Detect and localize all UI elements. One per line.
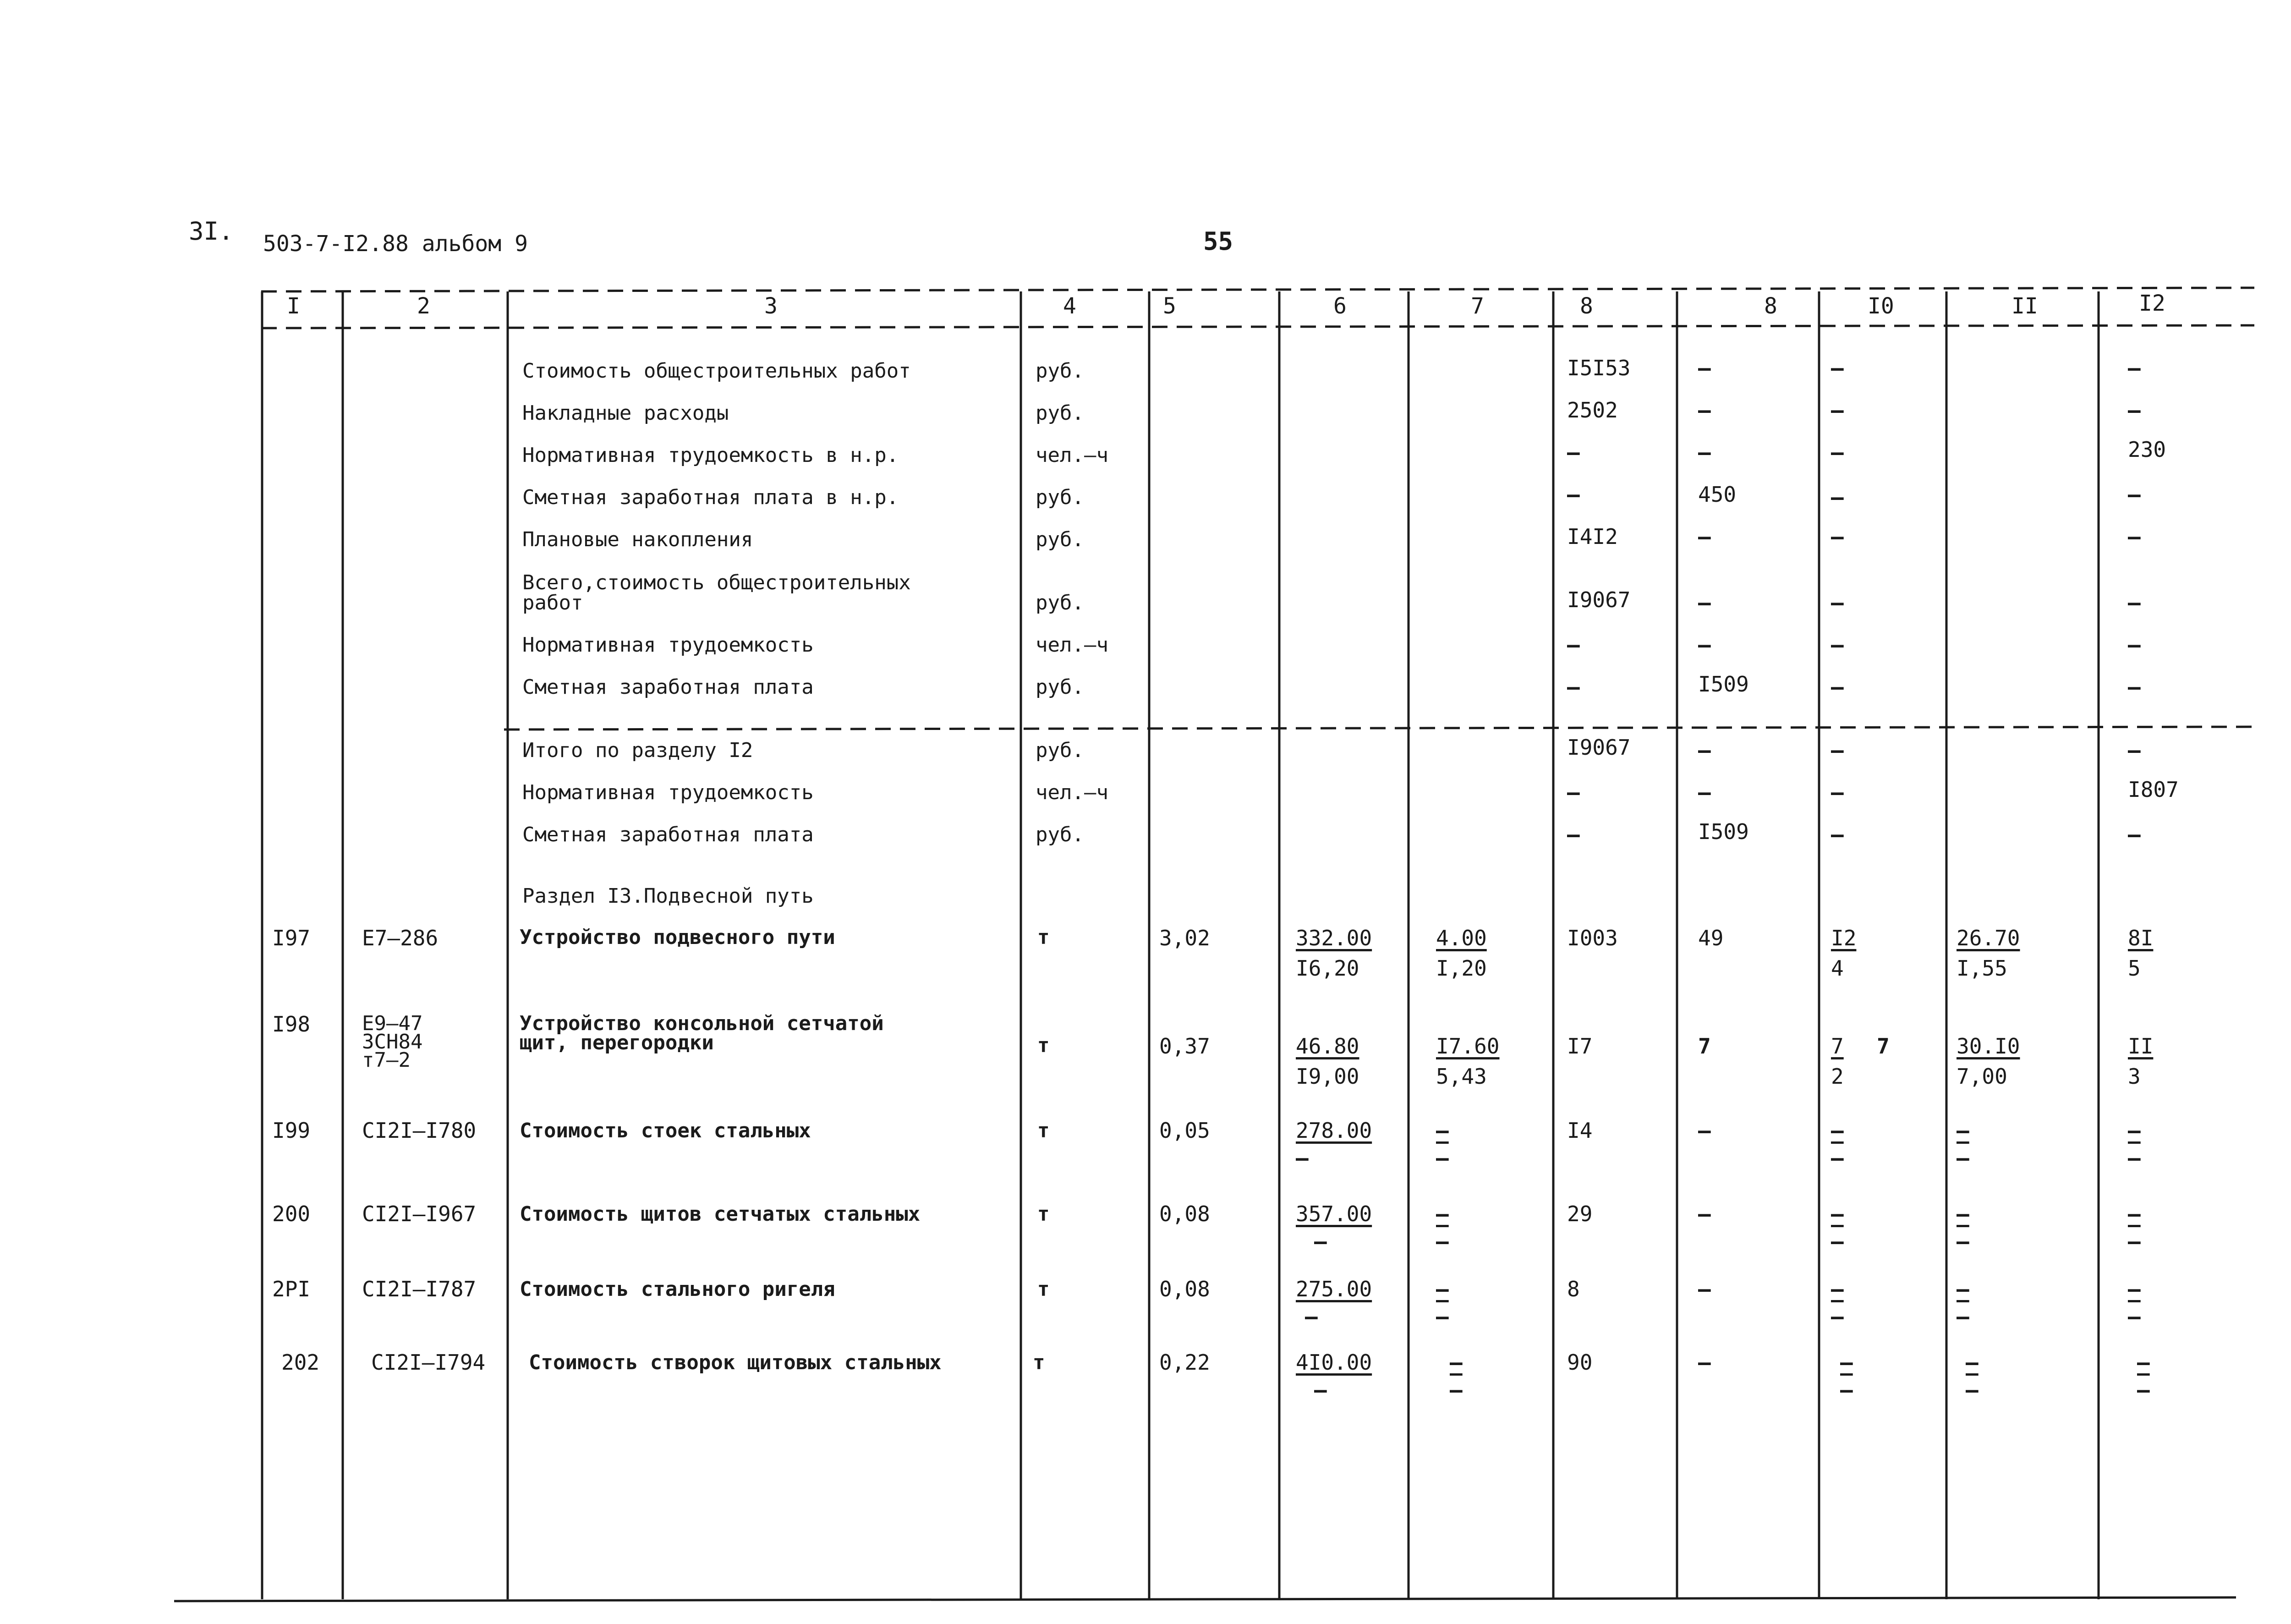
column-header-8: 8 — [1580, 293, 1593, 319]
item-unit: т — [1037, 1202, 1050, 1226]
item-unit: т — [1037, 1034, 1050, 1057]
row-col-10: – — [1831, 485, 1844, 510]
col-10-bottom: – — [1840, 1377, 1853, 1402]
row-name: Сметная заработная плата в н.р. — [522, 486, 899, 509]
row-col-10: – — [1831, 822, 1844, 847]
col-8: 8 — [1567, 1277, 1580, 1301]
item-number: 2PI — [272, 1277, 311, 1301]
page-number: 55 — [1203, 227, 1233, 256]
col-7-top: – — [1436, 1202, 1449, 1226]
item-unit: т — [1033, 1351, 1045, 1374]
row-col-9: – — [1698, 524, 1711, 549]
row-col-9: – — [1698, 590, 1711, 615]
col-6-top: 4I0.00 — [1296, 1350, 1372, 1375]
column-header-1: I — [287, 293, 300, 319]
item-code: СI2I–I967 — [362, 1202, 477, 1226]
row-col-12: – — [2128, 632, 2141, 657]
row-col-9: – — [1698, 440, 1711, 465]
col-12-top: – — [2137, 1350, 2150, 1375]
row-unit: руб. — [1036, 486, 1084, 509]
row-col-9: – — [1698, 780, 1711, 805]
col-7-top: – — [1450, 1350, 1463, 1375]
item-number: I98 — [272, 1012, 311, 1037]
col-6-top: 275.00 — [1296, 1277, 1372, 1301]
row-col-12: – — [2128, 356, 2141, 380]
col-12-bottom: – — [2128, 1146, 2141, 1170]
row-col-12: – — [2128, 482, 2141, 507]
column-header-9: 8 — [1764, 293, 1777, 319]
item-number: I99 — [272, 1118, 311, 1143]
col-9: – — [1698, 1277, 1711, 1301]
col-11-bottom: I,55 — [1957, 956, 2007, 981]
row-col-8: I9067 — [1567, 587, 1631, 612]
col-7-top: – — [1436, 1118, 1449, 1143]
col-6-bottom: I9,00 — [1296, 1064, 1359, 1089]
item-code: Е7–286 — [362, 926, 438, 950]
document-reference: 503-7-I2.88 альбом 9 — [263, 231, 528, 257]
col-7-bottom: – — [1450, 1377, 1463, 1402]
col-6-bottom: – — [1305, 1304, 1318, 1329]
col-8: 90 — [1567, 1350, 1593, 1375]
item-quantity: 0,37 — [1159, 1034, 1210, 1059]
col-11-top: 30.I0 — [1957, 1034, 2020, 1059]
col-6-top: 46.80 — [1296, 1034, 1359, 1059]
row-col-12: 230 — [2128, 437, 2166, 462]
col-6-bottom: – — [1314, 1377, 1327, 1402]
item-quantity: 3,02 — [1159, 926, 1210, 950]
col-8: 29 — [1567, 1202, 1593, 1226]
col-11-top: – — [1957, 1118, 1969, 1143]
col-10-bottom: – — [1831, 1146, 1844, 1170]
col-9: – — [1698, 1350, 1711, 1375]
col-11-bottom: – — [1957, 1229, 1969, 1254]
col-9: – — [1698, 1118, 1711, 1143]
row-col-8: – — [1567, 822, 1580, 847]
row-name-line-2: работ — [522, 591, 583, 614]
col-7-bottom: I,20 — [1436, 956, 1487, 981]
row-name: Итого по разделу I2 — [522, 739, 753, 762]
item-code-line-3: т7–2 — [362, 1048, 411, 1072]
section-title: Раздел I3.Подвесной путь — [522, 884, 814, 908]
col-12-top: – — [2128, 1277, 2141, 1301]
col-9: 49 — [1698, 926, 1724, 950]
col-9: – — [1698, 1202, 1711, 1226]
row-name: Нормативная трудоемкость в н.р. — [522, 444, 899, 467]
row-col-12: – — [2128, 675, 2141, 699]
row-col-10: – — [1831, 356, 1844, 380]
row-col-9: – — [1698, 738, 1711, 763]
item-name: Стоимость стального ригеля — [520, 1278, 835, 1301]
row-unit: чел.–ч — [1036, 781, 1108, 804]
item-code: СI2I–I794 — [371, 1350, 486, 1375]
col-7-bottom: – — [1436, 1146, 1449, 1170]
col-8: I003 — [1567, 926, 1618, 950]
col-12-top: II — [2128, 1034, 2154, 1059]
row-unit: чел.–ч — [1036, 444, 1108, 467]
col-10-top: – — [1831, 1118, 1844, 1143]
row-name: Стоимость общестроительных работ — [522, 359, 911, 383]
row-col-8: – — [1567, 675, 1580, 699]
col-12-top: – — [2128, 1118, 2141, 1143]
row-unit: руб. — [1036, 528, 1084, 551]
item-name: Устройство подвесного пути — [520, 926, 835, 949]
item-code: СI2I–I780 — [362, 1118, 477, 1143]
item-quantity: 0,22 — [1159, 1350, 1210, 1375]
col-11-top: – — [1966, 1350, 1979, 1375]
row-unit: чел.–ч — [1036, 633, 1108, 657]
column-header-10: I0 — [1868, 293, 1894, 319]
col-11-bottom: – — [1957, 1146, 1969, 1170]
row-name: Плановые накопления — [522, 528, 753, 551]
col-8: I4 — [1567, 1118, 1593, 1143]
row-col-8: I5I53 — [1567, 356, 1631, 380]
col-12-top: – — [2128, 1202, 2141, 1226]
col-6-top: 357.00 — [1296, 1202, 1372, 1226]
col-7-bottom: 5,43 — [1436, 1064, 1487, 1089]
col-10-bottom: – — [1831, 1304, 1844, 1329]
item-unit: т — [1037, 1119, 1050, 1142]
item-unit: т — [1037, 1278, 1050, 1301]
row-col-10: – — [1831, 524, 1844, 549]
row-col-9: – — [1698, 356, 1711, 380]
row-col-10: – — [1831, 738, 1844, 763]
col-12-bottom: – — [2128, 1229, 2141, 1254]
col-11-bottom: 7,00 — [1957, 1064, 2007, 1089]
col-11-bottom: – — [1966, 1377, 1979, 1402]
column-header-12: I2 — [2139, 291, 2165, 316]
col-11-top: – — [1957, 1202, 1969, 1226]
col-10-bottom: – — [1831, 1229, 1844, 1254]
row-col-8: I4I2 — [1567, 524, 1618, 549]
row-col-8: – — [1567, 440, 1580, 465]
row-unit: руб. — [1036, 823, 1084, 846]
row-col-12: – — [2128, 524, 2141, 549]
column-header-3: 3 — [764, 293, 778, 319]
row-col-8: – — [1567, 632, 1580, 657]
item-number: 200 — [272, 1202, 311, 1226]
item-quantity: 0,05 — [1159, 1118, 1210, 1143]
col-12-bottom: – — [2128, 1304, 2141, 1329]
column-header-2: 2 — [417, 293, 430, 319]
col-6-top: 332.00 — [1296, 926, 1372, 950]
col-8: I7 — [1567, 1034, 1593, 1059]
column-header-11: II — [2011, 293, 2038, 319]
row-col-10: – — [1831, 590, 1844, 615]
col-12-top: 8I — [2128, 926, 2154, 950]
col-10-top: – — [1831, 1202, 1844, 1226]
column-header-5: 5 — [1163, 293, 1176, 319]
row-name-line-1: Всего,стоимость общестроительных — [522, 571, 911, 594]
row-col-8: – — [1567, 482, 1580, 507]
row-name: Сметная заработная плата — [522, 823, 814, 846]
col-7-top: 4.00 — [1436, 926, 1487, 950]
item-quantity: 0,08 — [1159, 1277, 1210, 1301]
row-col-10: – — [1831, 632, 1844, 657]
row-col-10: – — [1831, 675, 1844, 699]
item-name-line-2: щит, перегородки — [520, 1031, 714, 1054]
col-6-bottom: – — [1314, 1229, 1327, 1254]
col-10-extra: 7 — [1877, 1034, 1890, 1059]
row-col-8: I9067 — [1567, 735, 1631, 760]
page-marker: 3I. — [189, 217, 234, 246]
col-6-bottom: I6,20 — [1296, 956, 1359, 981]
item-quantity: 0,08 — [1159, 1202, 1210, 1226]
row-col-8: 2502 — [1567, 398, 1618, 422]
item-unit: т — [1037, 926, 1050, 949]
item-number: 202 — [281, 1350, 320, 1375]
row-unit: руб. — [1036, 401, 1084, 425]
col-11-top: – — [1957, 1277, 1969, 1301]
item-name-line-1: Устройство консольной сетчатой — [520, 1012, 884, 1035]
row-col-10: – — [1831, 398, 1844, 422]
row-col-9: I509 — [1698, 819, 1749, 844]
col-12-bottom: 3 — [2128, 1064, 2141, 1089]
col-9: 7 — [1698, 1034, 1711, 1059]
col-7-bottom: – — [1436, 1304, 1449, 1329]
row-unit: руб. — [1036, 591, 1084, 614]
row-col-10: – — [1831, 440, 1844, 465]
item-code: СI2I–I787 — [362, 1277, 477, 1301]
item-number: I97 — [272, 926, 311, 950]
row-col-12: I807 — [2128, 777, 2179, 802]
row-col-9: I509 — [1698, 672, 1749, 697]
item-name: Стоимость створок щитовых стальных — [529, 1351, 942, 1374]
column-header-4: 4 — [1063, 293, 1076, 319]
row-col-9: – — [1698, 398, 1711, 422]
col-10-bottom: 4 — [1831, 956, 1844, 981]
row-unit: руб. — [1036, 359, 1084, 383]
row-name: Нормативная трудоемкость — [522, 781, 814, 804]
row-col-12: – — [2128, 738, 2141, 763]
col-11-bottom: – — [1957, 1304, 1969, 1329]
row-col-9: – — [1698, 632, 1711, 657]
col-7-top: I7.60 — [1436, 1034, 1500, 1059]
col-7-top: – — [1436, 1277, 1449, 1301]
row-col-9: 450 — [1698, 482, 1737, 507]
col-12-bottom: 5 — [2128, 956, 2141, 981]
item-name: Стоимость стоек стальных — [520, 1119, 811, 1142]
row-name: Накладные расходы — [522, 401, 729, 425]
col-11-top: 26.70 — [1957, 926, 2020, 950]
item-code-line-1: Е9–47 — [362, 1012, 423, 1035]
item-name: Стоимость щитов сетчатых стальных — [520, 1202, 921, 1226]
column-header-7: 7 — [1471, 293, 1484, 319]
col-10-top: – — [1840, 1350, 1853, 1375]
col-10-bottom: 2 — [1831, 1064, 1844, 1089]
row-name: Нормативная трудоемкость — [522, 633, 814, 657]
col-10-top: 7 — [1831, 1034, 1844, 1059]
row-unit: руб. — [1036, 739, 1084, 762]
col-10-top: – — [1831, 1277, 1844, 1301]
row-unit: руб. — [1036, 675, 1084, 699]
row-col-10: – — [1831, 780, 1844, 805]
row-col-12: – — [2128, 822, 2141, 847]
row-col-8: – — [1567, 780, 1580, 805]
row-name: Сметная заработная плата — [522, 675, 814, 699]
item-code-line-2: ЗСН84 — [362, 1030, 423, 1053]
col-12-bottom: – — [2137, 1377, 2150, 1402]
col-7-bottom: – — [1436, 1229, 1449, 1254]
column-header-6: 6 — [1333, 293, 1347, 319]
col-10-top: I2 — [1831, 926, 1857, 950]
row-col-12: – — [2128, 398, 2141, 422]
col-6-top: 278.00 — [1296, 1118, 1372, 1143]
col-6-bottom: – — [1296, 1146, 1309, 1170]
row-col-12: – — [2128, 590, 2141, 615]
